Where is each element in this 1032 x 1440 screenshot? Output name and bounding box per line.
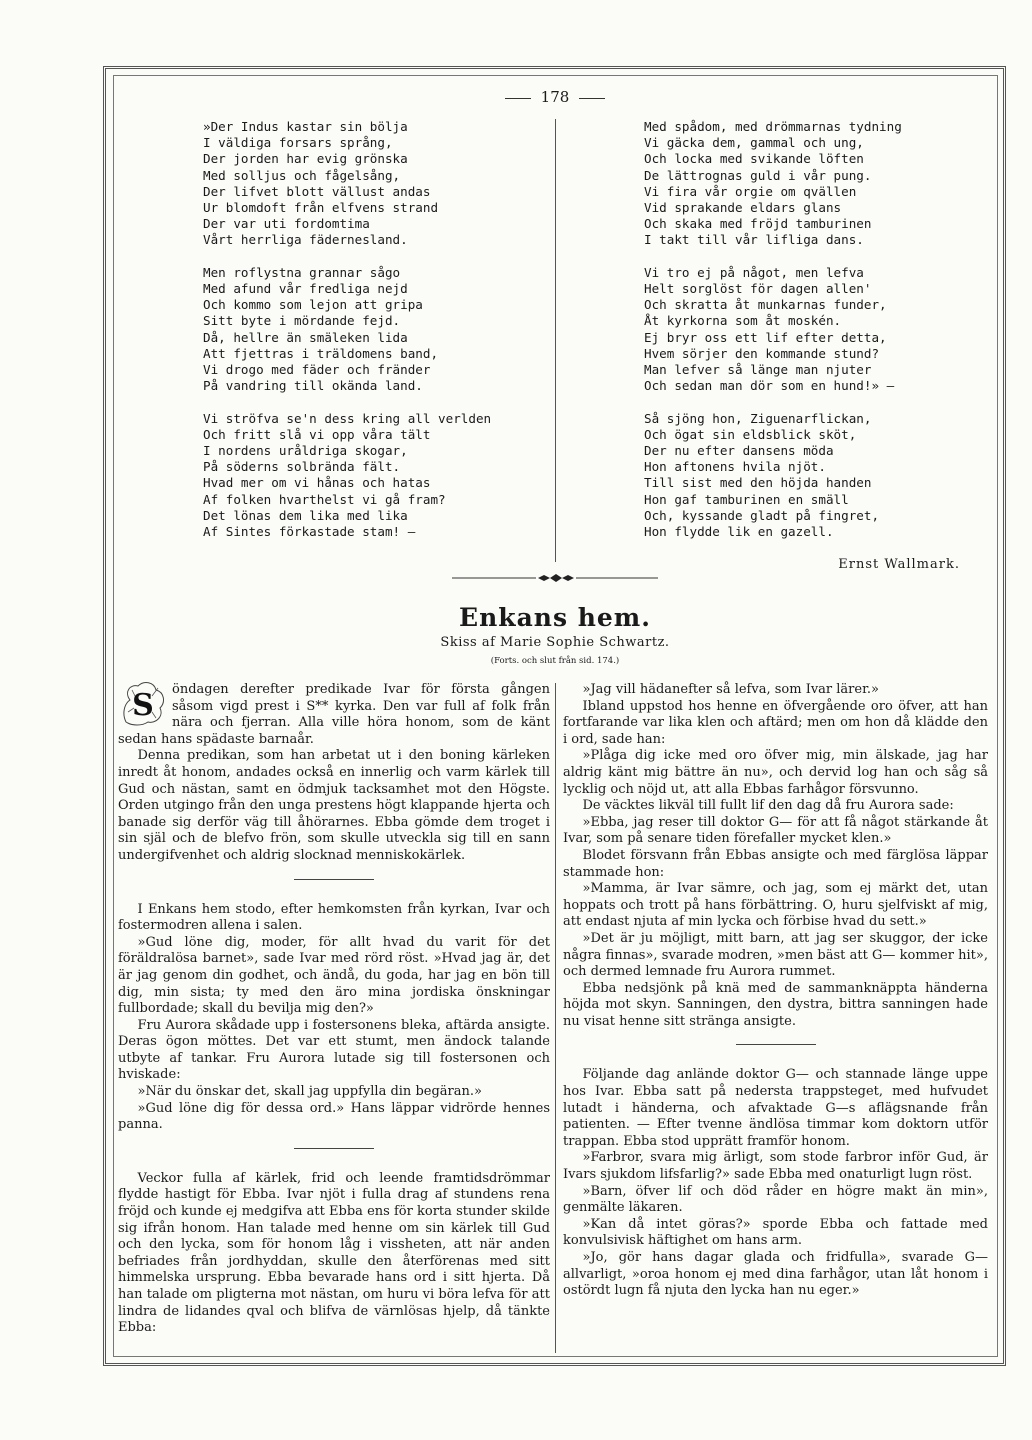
- poem-line: Vi ströfva se'n dess kring all verlden: [203, 410, 492, 426]
- story-paragraph: »Mamma, är Ivar sämre, och jag, som ej märkt det, utan hoppats och trott på hans förbättring. O, huru sjelfviskt af mig, att endast njuta af min lycka och förbise hvad du sett.»: [563, 881, 988, 930]
- poem-line: Och ögat sin eldsblick sköt,: [644, 426, 857, 442]
- poem-line: Men roflystna grannar sågo: [203, 264, 401, 280]
- poem-line: Helt sorglöst för dagen allen': [644, 281, 872, 297]
- poem-left-column: [203, 119, 491, 556]
- poem-line: Hon aftonens hvila njöt.: [644, 459, 826, 475]
- poem-line: Hvem sörjer den kommande stund?: [644, 345, 880, 361]
- section-rule: [294, 879, 374, 880]
- story-paragraph: Följande dag anlände doktor G— och stannade länge uppe hos Ivar. Ebba satt på nedersta trappsteget, med hufvudet lutadt i händerna, och afvaktade G—s aflägsnande från patienten. — Efter tvenne ändlösa timmar kom doktorn utför trappan. Ebba stod upprätt framför honom.: [563, 1067, 988, 1149]
- story-paragraph: »Farbror, svara mig ärligt, som stode farbror inför Gud, är Ivars sjukdom lifsfarlig?» sade Ebba med onaturligt lugn röst.: [563, 1150, 988, 1183]
- story-title: Enkans hem.: [459, 603, 651, 632]
- story-paragraph: Ebba nedsjönk på knä med de sammanknäppta händerna höjda mot skyn. Sanningen, den dystra, bittra sanningen hade nu visat henne sitt stränga ansigte.: [563, 980, 988, 1029]
- story-paragraph: »Gud löne dig för dessa ord.» Hans läppar vidrörde hennes panna.: [118, 1100, 550, 1133]
- story-paragraph: Denna predikan, som han arbetat ut i den boning kärleken inredt åt honom, andades också en innerlig och varm kärlek till Gud och nästan, samt en ödmjuk tacksamhet mot den Högste. Orden utgingo från den unga prestens högt klappande hjerta och banade sig derför väg till åhörarnes. Ebba gömde dem troget i sin själ och de blefvo frön, som skulle utveckla sig till en sann undergifvenhet och aldrig slocknad menniskokärlek.: [118, 748, 550, 863]
- story-paragraph: »Kan då intet göras?» sporde Ebba och fattade med konvulsivisk häftighet om hans arm.: [563, 1216, 988, 1249]
- poem-line: Der nu efter dansens möda: [644, 443, 834, 459]
- story-paragraph: »När du önskar det, skall jag uppfylla din begäran.»: [137, 1084, 482, 1100]
- poem-stanza: [203, 411, 491, 541]
- poem-line: I takt till vår lifliga dans.: [644, 232, 864, 248]
- poem-line: På vandring till okända land.: [203, 378, 423, 394]
- poem-line: Af folken hvarthelst vi gå fram?: [203, 491, 446, 507]
- poem-line: Och skaka med fröjd tamburinen: [644, 216, 872, 232]
- poem-stanza: [644, 265, 902, 395]
- poem-line: Och locka med svikande löften: [644, 151, 864, 167]
- poem-line: Vi tro ej på något, men lefva: [644, 264, 864, 280]
- story-paragraph: »Gud löne dig, moder, för allt hvad du varit för det föräldralösa barnet», sade Ivar med rörd röst. »Hvad jag är, det är jag genom din godhet, och ändå, du goda, har jag en bön till dig, min sista; ty med den äro mina jordiska önskningar fullbordade; skall du bevilja mig den?»: [118, 934, 550, 1017]
- story-paragraph: Veckor fulla af kärlek, frid och leende framtidsdrömmar flydde hastigt för Ebba. Ivar njöt i fulla drag af stundens rena fröjd och kunde ej medgifva att Ebba ens för korta stunder skilde sig ifrån honom. Han talade med henne om sin kärlek till Gud och den lycka, som för honom låg i vissheten, att när anden befriades från jordhyddan, skulle den återförenas med sitt himmelska ursprung. Ebba bevarade hans ord i sitt hjerta. Då han talade om pligterna mot nästan, om huru vi böra lefva för att lindra de lidandes qval och blifva de värnlösas hjelp, då tänkte Ebba:: [118, 1170, 550, 1336]
- poem-line: Och sedan man dör som en hund!» —: [644, 378, 895, 394]
- poem-line: Det lönas dem lika med lika: [203, 507, 408, 523]
- dropcap-ornament: [118, 678, 168, 728]
- story-paragraph: »Jo, gör hans dagar glada och fridfulla», svarade G— allvarligt, »oroa honom ej med dina farhågor, utan låt honom i ostördt lugn få njuta den lycka han nu eger.»: [563, 1250, 988, 1299]
- poem-line: Åt kyrkorna som åt moskén.: [644, 313, 842, 329]
- poem-stanza: [644, 411, 902, 541]
- poem-stanza: [203, 119, 491, 249]
- story-paragraph: Fru Aurora skådade upp i fostersonens bleka, aftärda ansigte. Deras ögon möttes. Det var ett stumt, men ändock talande utbyte af tankar. Fru Aurora lutade sig till fostersonen och hviskade:: [118, 1017, 550, 1083]
- poem-line: På söderns solbrända fält.: [203, 459, 401, 475]
- poem-line: De lättrognas guld i vår pung.: [644, 167, 872, 183]
- poem-line: Då, hellre än smäleken lida: [203, 329, 408, 345]
- story-right-column: [563, 682, 988, 1300]
- poem-line: Med solljus och fågelsång,: [203, 167, 401, 183]
- poem-line: Der jorden har evig grönska: [203, 151, 408, 167]
- column-divider-poem: [555, 119, 556, 562]
- poem-line: Och fritt slå vi opp våra tält: [203, 426, 431, 442]
- poem-line: Vi drogo med fäder och fränder: [203, 362, 431, 378]
- column-divider-story: [555, 683, 556, 1353]
- poem-stanza: [203, 265, 491, 395]
- poem-line: Vårt herrliga fädernesland.: [203, 232, 408, 248]
- story-paragraph: »Jag vill hädanefter så lefva, som Ivar lärer.»: [582, 682, 879, 697]
- story-paragraph: »Plåga dig icke med oro öfver mig, min älskade, jag har aldrig känt mig bättre än nu», och dervid log han och såg så lycklig och nöjd ut, att alla Ebbas farhågor försvunno.: [563, 748, 988, 797]
- poem-stanza: [644, 119, 902, 249]
- story-paragraph: Ibland uppstod hos henne en öfvergående oro öfver, att han fortfarande var lika klen och aftärd; men om hon då klädde den i ord, sade han:: [563, 698, 988, 747]
- poem-line: Till sist med den höjda handen: [644, 475, 872, 491]
- dropcap-letter: S: [132, 688, 154, 723]
- poem-line: Af Sintes förkastade stam! —: [203, 524, 416, 540]
- poem-right-column: [644, 119, 902, 556]
- poem-author: Ernst Wallmark.: [838, 557, 960, 572]
- story-left-column: [118, 682, 550, 1337]
- story-paragraph: öndagen derefter predikade Ivar för första gången såsom vigd prest i S** kyrka. Den var full af folk från nära och fjerran. Alla ville höra honom, som de känt sedan hans spädaste barnaår.: [118, 682, 550, 747]
- poem-line: Vid sprakande eldars glans: [644, 200, 842, 216]
- story-paragraph: »Ebba, jag reser till doktor G— för att få något stärkande åt Ivar, som på senare tiden förefaller mycket klen.»: [563, 814, 988, 847]
- story-paragraph: Blodet försvann från Ebbas ansigte och med färglösa läppar stammade hon:: [563, 847, 988, 880]
- poem-line: I nordens uråldriga skogar,: [203, 443, 408, 459]
- story-paragraph: »Det är ju möjligt, mitt barn, att jag ser skuggor, der icke några finnas», svarade modren, »men bäst att G— kommer hit», och dermed lemnade fru Aurora rummet.: [563, 930, 988, 980]
- poem-line: Och skratta åt munkarnas funder,: [644, 297, 887, 313]
- page-number: [480, 88, 630, 106]
- poem-line: Med spådom, med drömmarnas tydning: [644, 119, 902, 134]
- poem-line: I väldiga forsars språng,: [203, 135, 393, 151]
- story-paragraph: De väcktes likväl till fullt lif den dag då fru Aurora sade:: [582, 798, 954, 814]
- poem-line: Vi fira vår orgie om qvällen: [644, 183, 857, 199]
- poem-line: Ur blomdoft från elfvens strand: [203, 200, 439, 216]
- poem-line: Der var uti fordomtima: [203, 216, 370, 232]
- poem-line: Hon flydde lik en gazell.: [644, 524, 834, 540]
- poem-line: Man lefver så länge man njuter: [644, 362, 872, 378]
- poem-line: Att fjettras i träldomens band,: [203, 345, 439, 361]
- poem-line: Der lifvet blott vällust andas: [203, 183, 431, 199]
- poem-line: Och kommo som lejon att gripa: [203, 297, 423, 313]
- poem-line: Vi gäcka dem, gammal och ung,: [644, 135, 864, 151]
- poem-line: Så sjöng hon, Ziguenarflickan,: [644, 410, 872, 426]
- poem-line: Med afund vår fredliga nejd: [203, 281, 408, 297]
- poem-line: Hvad mer om vi hånas och hatas: [203, 475, 431, 491]
- ornament-divider: [452, 573, 658, 583]
- story-byline: Skiss af Marie Sophie Schwartz.: [440, 635, 670, 650]
- story-paragraph: I Enkans hem stodo, efter hemkomsten från kyrkan, Ivar och fostermodren allena i salen.: [118, 901, 550, 934]
- section-rule: [736, 1044, 816, 1045]
- story-paragraph: »Barn, öfver lif och död råder en högre makt än min», genmälte läkaren.: [563, 1183, 988, 1216]
- page-number-text: 178: [540, 88, 570, 106]
- poem-line: Och, kyssande gladt på fingret,: [644, 507, 880, 523]
- poem-line: Sitt byte i mördande fejd.: [203, 313, 401, 329]
- poem-line: Hon gaf tamburinen en smäll: [644, 491, 849, 507]
- continuation-note: (Forts. och slut från sid. 174.): [490, 656, 620, 666]
- poem-line: Ej bryr oss ett lif efter detta,: [644, 329, 887, 345]
- poem-line: »Der Indus kastar sin bölja: [203, 119, 408, 134]
- dropcap-illustration: [118, 678, 168, 728]
- section-rule: [294, 1148, 374, 1149]
